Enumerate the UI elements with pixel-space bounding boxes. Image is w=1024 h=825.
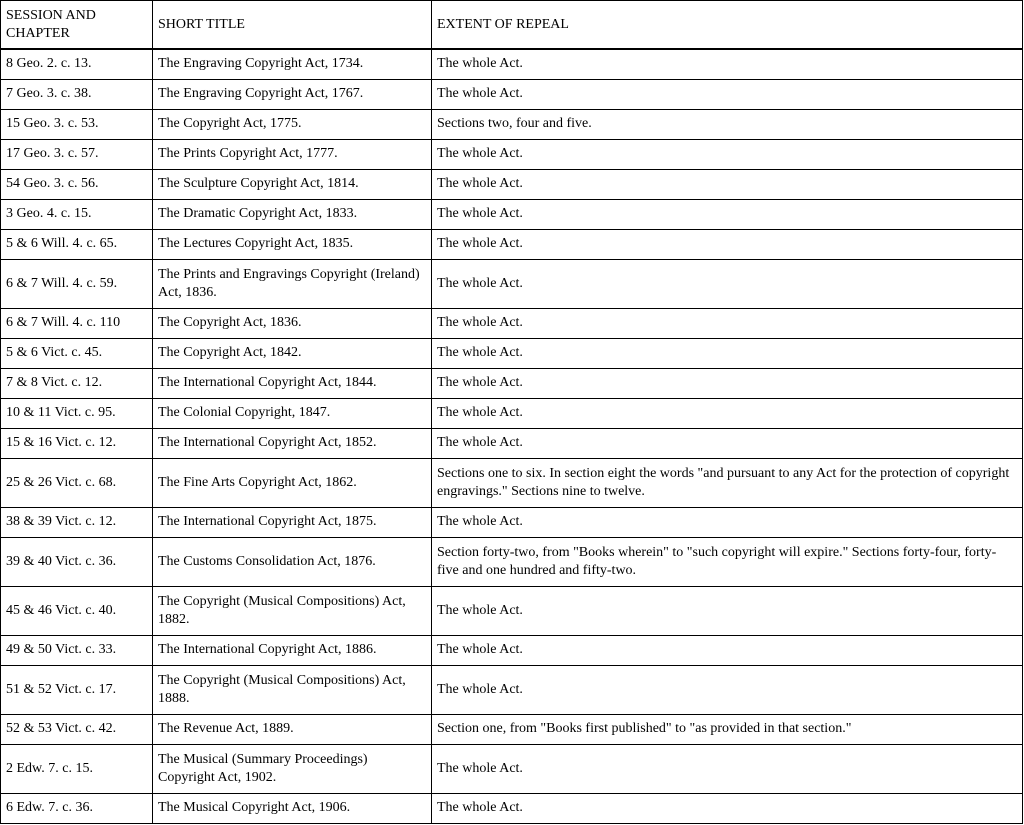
- table-row: [1, 308, 1023, 338]
- session-chapter-cell: 54 Geo. 3. c. 56.: [1, 169, 153, 199]
- extent-of-repeal-cell: Section one, from "Books first published" to "as provided in that section.": [432, 714, 1023, 744]
- session-chapter-cell: 15 & 16 Vict. c. 12.: [1, 428, 153, 458]
- session-chapter-cell: 8 Geo. 2. c. 13.: [1, 49, 153, 79]
- table-row: [1, 537, 1023, 586]
- extent-of-repeal-cell: The whole Act.: [432, 229, 1023, 259]
- session-chapter-cell: 3 Geo. 4. c. 15.: [1, 199, 153, 229]
- short-title-cell: The Dramatic Copyright Act, 1833.: [153, 199, 432, 229]
- session-chapter-cell: 6 & 7 Will. 4. c. 110: [1, 308, 153, 338]
- session-chapter-cell: 5 & 6 Will. 4. c. 65.: [1, 229, 153, 259]
- table-row: [1, 586, 1023, 635]
- extent-of-repeal-cell: The whole Act.: [432, 259, 1023, 308]
- short-title-cell: The Sculpture Copyright Act, 1814.: [153, 169, 432, 199]
- table-row: [1, 793, 1023, 823]
- extent-of-repeal-cell: The whole Act.: [432, 428, 1023, 458]
- table-row: [1, 714, 1023, 744]
- short-title-cell: The Copyright Act, 1842.: [153, 338, 432, 368]
- short-title-cell: The Copyright (Musical Compositions) Act, 1888.: [153, 665, 432, 714]
- table-row: [1, 398, 1023, 428]
- table-row: [1, 79, 1023, 109]
- session-chapter-cell: 38 & 39 Vict. c. 12.: [1, 507, 153, 537]
- table-row: [1, 338, 1023, 368]
- session-chapter-cell: 52 & 53 Vict. c. 42.: [1, 714, 153, 744]
- short-title-cell: The Revenue Act, 1889.: [153, 714, 432, 744]
- short-title-cell: The International Copyright Act, 1886.: [153, 635, 432, 665]
- table-row: [1, 507, 1023, 537]
- session-chapter-cell: 39 & 40 Vict. c. 36.: [1, 537, 153, 586]
- session-chapter-cell: 6 & 7 Will. 4. c. 59.: [1, 259, 153, 308]
- extent-of-repeal-cell: The whole Act.: [432, 398, 1023, 428]
- extent-of-repeal-cell: The whole Act.: [432, 507, 1023, 537]
- session-chapter-cell: 5 & 6 Vict. c. 45.: [1, 338, 153, 368]
- session-chapter-cell: 2 Edw. 7. c. 15.: [1, 744, 153, 793]
- table-row: [1, 169, 1023, 199]
- short-title-cell: The Copyright (Musical Compositions) Act, 1882.: [153, 586, 432, 635]
- short-title-cell: The Prints and Engravings Copyright (Ireland) Act, 1836.: [153, 259, 432, 308]
- header-short-title: SHORT TITLE: [153, 1, 432, 50]
- table-row: [1, 368, 1023, 398]
- extent-of-repeal-cell: The whole Act.: [432, 368, 1023, 398]
- extent-of-repeal-cell: The whole Act.: [432, 586, 1023, 635]
- session-chapter-cell: 10 & 11 Vict. c. 95.: [1, 398, 153, 428]
- short-title-cell: The Prints Copyright Act, 1777.: [153, 139, 432, 169]
- extent-of-repeal-cell: The whole Act.: [432, 308, 1023, 338]
- session-chapter-cell: 17 Geo. 3. c. 57.: [1, 139, 153, 169]
- extent-of-repeal-cell: The whole Act.: [432, 338, 1023, 368]
- extent-of-repeal-cell: Section forty-two, from "Books wherein" to "such copyright will expire." Sections forty-four, forty-five and one hundred and fifty-two.: [432, 537, 1023, 586]
- extent-of-repeal-cell: The whole Act.: [432, 199, 1023, 229]
- short-title-cell: The Lectures Copyright Act, 1835.: [153, 229, 432, 259]
- extent-of-repeal-cell: The whole Act.: [432, 744, 1023, 793]
- session-chapter-cell: 25 & 26 Vict. c. 68.: [1, 458, 153, 507]
- table-row: [1, 229, 1023, 259]
- short-title-cell: The Fine Arts Copyright Act, 1862.: [153, 458, 432, 507]
- short-title-cell: The International Copyright Act, 1844.: [153, 368, 432, 398]
- table-row: [1, 458, 1023, 507]
- table-row: [1, 428, 1023, 458]
- session-chapter-cell: 49 & 50 Vict. c. 33.: [1, 635, 153, 665]
- extent-of-repeal-cell: Sections two, four and five.: [432, 109, 1023, 139]
- short-title-cell: The Musical (Summary Proceedings) Copyright Act, 1902.: [153, 744, 432, 793]
- table-row: [1, 139, 1023, 169]
- short-title-cell: The Customs Consolidation Act, 1876.: [153, 537, 432, 586]
- extent-of-repeal-cell: The whole Act.: [432, 49, 1023, 79]
- table-row: [1, 665, 1023, 714]
- short-title-cell: The Engraving Copyright Act, 1767.: [153, 79, 432, 109]
- table-row: [1, 199, 1023, 229]
- short-title-cell: The Copyright Act, 1775.: [153, 109, 432, 139]
- session-chapter-cell: 6 Edw. 7. c. 36.: [1, 793, 153, 823]
- short-title-cell: The International Copyright Act, 1875.: [153, 507, 432, 537]
- extent-of-repeal-cell: The whole Act.: [432, 635, 1023, 665]
- extent-of-repeal-cell: The whole Act.: [432, 139, 1023, 169]
- short-title-cell: The Engraving Copyright Act, 1734.: [153, 49, 432, 79]
- table-row: [1, 109, 1023, 139]
- extent-of-repeal-cell: The whole Act.: [432, 169, 1023, 199]
- header-extent-of-repeal: EXTENT OF REPEAL: [432, 1, 1023, 50]
- session-chapter-cell: 45 & 46 Vict. c. 40.: [1, 586, 153, 635]
- table-row: [1, 744, 1023, 793]
- table-row: [1, 49, 1023, 79]
- short-title-cell: The Musical Copyright Act, 1906.: [153, 793, 432, 823]
- session-chapter-cell: 51 & 52 Vict. c. 17.: [1, 665, 153, 714]
- table-row: [1, 635, 1023, 665]
- header-session-chapter: SESSION AND CHAPTER: [1, 1, 153, 50]
- table-row: [1, 259, 1023, 308]
- extent-of-repeal-cell: The whole Act.: [432, 79, 1023, 109]
- short-title-cell: The Copyright Act, 1836.: [153, 308, 432, 338]
- header-row: [1, 1, 1023, 50]
- short-title-cell: The Colonial Copyright, 1847.: [153, 398, 432, 428]
- session-chapter-cell: 15 Geo. 3. c. 53.: [1, 109, 153, 139]
- extent-of-repeal-cell: The whole Act.: [432, 793, 1023, 823]
- extent-of-repeal-cell: The whole Act.: [432, 665, 1023, 714]
- session-chapter-cell: 7 & 8 Vict. c. 12.: [1, 368, 153, 398]
- extent-of-repeal-cell: Sections one to six. In section eight the words "and pursuant to any Act for the protection of copyright engravings." Sections nine to twelve.: [432, 458, 1023, 507]
- short-title-cell: The International Copyright Act, 1852.: [153, 428, 432, 458]
- session-chapter-cell: 7 Geo. 3. c. 38.: [1, 79, 153, 109]
